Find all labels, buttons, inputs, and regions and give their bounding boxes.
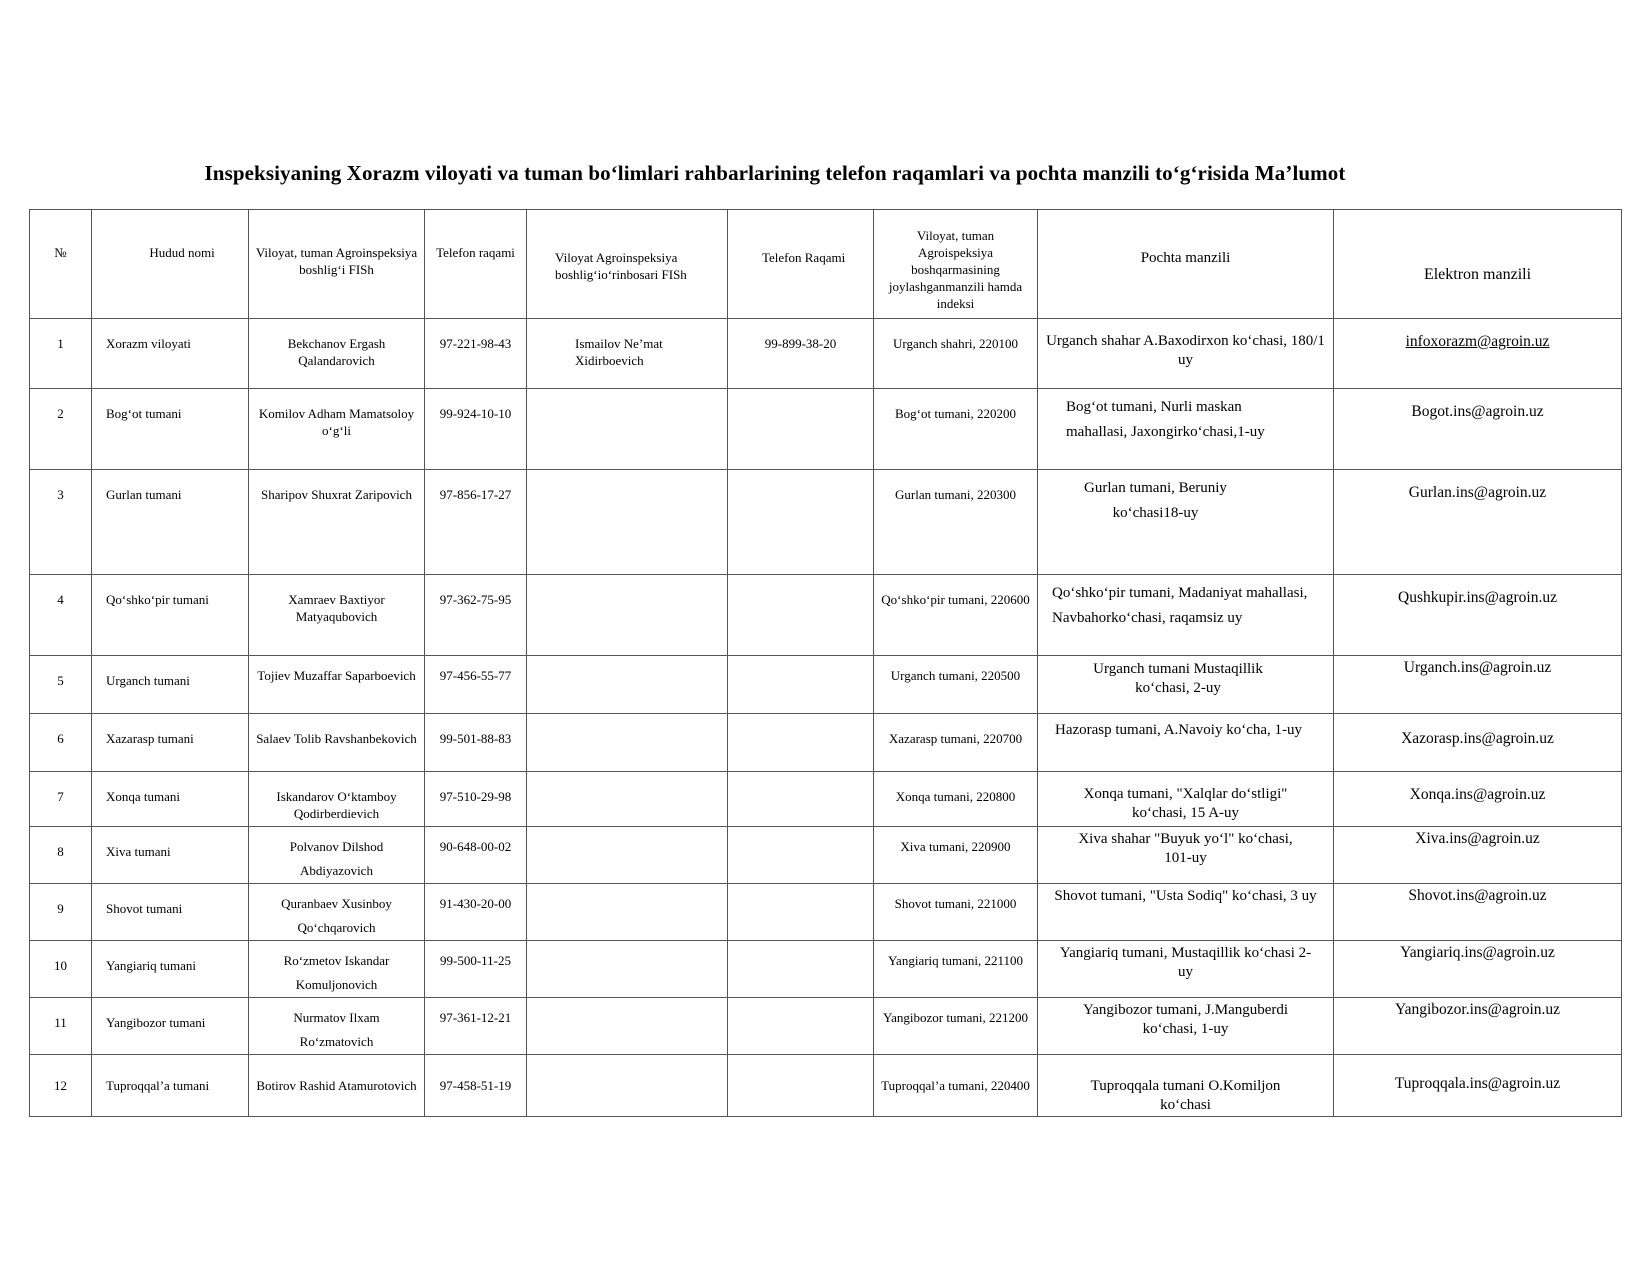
office-location: Yangiariq tumani, 221100 [874,941,1038,998]
office-location: Xazarasp tumani, 220700 [874,714,1038,772]
email-address: Xazorasp.ins@agroin.uz [1334,714,1622,772]
deputy-phone [728,1055,874,1117]
email-address: Qushkupir.ins@agroin.uz [1334,575,1622,656]
deputy-phone [728,656,874,714]
row-num: 3 [30,470,92,575]
office-location: Xonqa tumani, 220800 [874,772,1038,827]
header-region: Hudud nomi [92,210,249,319]
table-row [30,941,1622,998]
row-num: 9 [30,884,92,941]
head-name: Iskandarov O‘ktamboy Qodirberdievich [249,772,425,827]
region-name: Xazarasp tumani [92,714,249,772]
table-row [30,470,1622,575]
email-address: Gurlan.ins@agroin.uz [1334,470,1622,575]
deputy-phone [728,941,874,998]
deputy-name [527,884,728,941]
deputy-name [527,656,728,714]
row-num: 2 [30,389,92,470]
header-deputy-name: Viloyat Agroinspeksiya boshlig‘io‘rinbosari FISh [527,210,728,319]
region-name: Tuproqqal’a tumani [92,1055,249,1117]
table-row [30,389,1622,470]
row-num: 5 [30,656,92,714]
postal-address: Yangibozor tumani, J.Manguberdi ko‘chasi, 1-uy [1038,998,1334,1055]
header-email: Elektron manzili [1334,210,1622,319]
deputy-phone [728,772,874,827]
header-head-phone: Telefon raqami [425,210,527,319]
row-num: 6 [30,714,92,772]
document-title: Inspeksiyaning Xorazm viloyati va tuman bo‘limlari rahbarlarining telefon raqamlari va pochta manzili to‘g‘risida Ma’lumot [204,161,1346,185]
deputy-phone [728,389,874,470]
email-address: Xiva.ins@agroin.uz [1334,827,1622,884]
region-name: Bog‘ot tumani [92,389,249,470]
postal-address: Urganch shahar A.Baxodirxon ko‘chasi, 180/1 uy [1038,319,1334,389]
head-phone: 97-361-12-21 [425,998,527,1055]
email-address: Xonqa.ins@agroin.uz [1334,772,1622,827]
deputy-phone: 99-899-38-20 [728,319,874,389]
header-head-name: Viloyat, tuman Agroinspeksiya boshlig‘i FISh [249,210,425,319]
deputy-phone [728,884,874,941]
head-phone: 91-430-20-00 [425,884,527,941]
deputy-name [527,1055,728,1117]
email-link[interactable]: infoxorazm@agroin.uz [1405,333,1550,350]
head-phone: 97-456-55-77 [425,656,527,714]
deputy-name [527,941,728,998]
postal-address: Xonqa tumani, "Xalqlar do‘stligi" ko‘chasi, 15 A-uy [1038,772,1334,827]
deputy-name [527,714,728,772]
row-num: 4 [30,575,92,656]
head-name: Botirov Rashid Atamurotovich [249,1055,425,1117]
header-location: Viloyat, tuman Agroispeksiya boshqarmasining joylashganmanzili hamda indeksi [874,210,1038,319]
head-name: Komilov Adham Mamatsoloy o‘g‘li [249,389,425,470]
office-location: Yangibozor tumani, 221200 [874,998,1038,1055]
email-address: Yangibozor.ins@agroin.uz [1334,998,1622,1055]
head-name: Bekchanov Ergash Qalandarovich [249,319,425,389]
deputy-name [527,389,728,470]
region-name: Shovot tumani [92,884,249,941]
deputy-phone [728,470,874,575]
head-phone: 99-501-88-83 [425,714,527,772]
table-row [30,575,1622,656]
email-address: Yangiariq.ins@agroin.uz [1334,941,1622,998]
deputy-phone [728,827,874,884]
office-location: Bog‘ot tumani, 220200 [874,389,1038,470]
table-row [30,827,1622,884]
deputy-name [527,827,728,884]
postal-address: Urganch tumani Mustaqillik ko‘chasi, 2-uy [1038,656,1334,714]
head-name: Nurmatov Ilxam Ro‘zmatovich [249,998,425,1055]
row-num: 8 [30,827,92,884]
deputy-phone [728,998,874,1055]
postal-address: Shovot tumani, "Usta Sodiq" ko‘chasi, 3 uy [1038,884,1334,941]
office-location: Tuproqqal’a tumani, 220400 [874,1055,1038,1117]
region-name: Xiva tumani [92,827,249,884]
head-phone: 97-510-29-98 [425,772,527,827]
office-location: Urganch shahri, 220100 [874,319,1038,389]
office-location: Shovot tumani, 221000 [874,884,1038,941]
head-phone: 97-362-75-95 [425,575,527,656]
region-name: Yangiariq tumani [92,941,249,998]
table-row [30,656,1622,714]
contacts-table [29,209,1622,1117]
table-row [30,998,1622,1055]
region-name: Xonqa tumani [92,772,249,827]
region-name: Xorazm viloyati [92,319,249,389]
postal-address: Tuproqqala tumani O.Komiljon ko‘chasi [1038,1055,1334,1117]
deputy-phone [728,714,874,772]
head-name: Quranbaev Xusinboy Qo‘chqarovich [249,884,425,941]
email-address: Tuproqqala.ins@agroin.uz [1334,1055,1622,1117]
region-name: Qo‘shko‘pir tumani [92,575,249,656]
table-row [30,884,1622,941]
email-address: Urganch.ins@agroin.uz [1334,656,1622,714]
postal-address: Gurlan tumani, Beruniy ko‘chasi18-uy [1038,470,1334,575]
row-num: 1 [30,319,92,389]
head-name: Ro‘zmetov Iskandar Komuljonovich [249,941,425,998]
row-num: 7 [30,772,92,827]
head-name: Xamraev Baxtiyor Matyaqubovich [249,575,425,656]
postal-address: Yangiariq tumani, Mustaqillik ko‘chasi 2-uy [1038,941,1334,998]
head-phone: 97-221-98-43 [425,319,527,389]
deputy-name [527,772,728,827]
table-row [30,714,1622,772]
email-address: Shovot.ins@agroin.uz [1334,884,1622,941]
region-name: Yangibozor tumani [92,998,249,1055]
region-name: Urganch tumani [92,656,249,714]
head-phone: 97-458-51-19 [425,1055,527,1117]
head-phone: 99-924-10-10 [425,389,527,470]
head-phone: 97-856-17-27 [425,470,527,575]
head-name: Polvanov Dilshod Abdiyazovich [249,827,425,884]
row-num: 11 [30,998,92,1055]
deputy-phone [728,575,874,656]
header-deputy-phone: Telefon Raqami [728,210,874,319]
postal-address: Bog‘ot tumani, Nurli maskan mahallasi, Jaxongirko‘chasi,1-uy [1038,389,1334,470]
email-cell [1334,319,1622,389]
head-name: Sharipov Shuxrat Zaripovich [249,470,425,575]
row-num: 10 [30,941,92,998]
postal-address: Qo‘shko‘pir tumani, Madaniyat mahallasi, Navbahorko‘chasi, raqamsiz uy [1038,575,1334,656]
header-num: № [30,210,92,319]
office-location: Xiva tumani, 220900 [874,827,1038,884]
office-location: Gurlan tumani, 220300 [874,470,1038,575]
table-row [30,772,1622,827]
header-postal: Pochta manzili [1038,210,1334,319]
postal-address: Hazorasp tumani, A.Navoiy ko‘cha, 1-uy [1038,714,1334,772]
header-row [30,210,1622,319]
head-phone: 90-648-00-02 [425,827,527,884]
head-name: Salaev Tolib Ravshanbekovich [249,714,425,772]
deputy-name [527,470,728,575]
postal-address: Xiva shahar "Buyuk yo‘l" ko‘chasi, 101-uy [1038,827,1334,884]
office-location: Qo‘shko‘pir tumani, 220600 [874,575,1038,656]
region-name: Gurlan tumani [92,470,249,575]
office-location: Urganch tumani, 220500 [874,656,1038,714]
row-num: 12 [30,1055,92,1117]
table-row [30,319,1622,389]
table-row [30,1055,1622,1117]
deputy-name: Ismailov Ne’mat Xidirboevich [527,319,728,389]
deputy-name [527,998,728,1055]
head-name: Tojiev Muzaffar Saparboevich [249,656,425,714]
head-phone: 99-500-11-25 [425,941,527,998]
deputy-name [527,575,728,656]
email-address: Bogot.ins@agroin.uz [1334,389,1622,470]
